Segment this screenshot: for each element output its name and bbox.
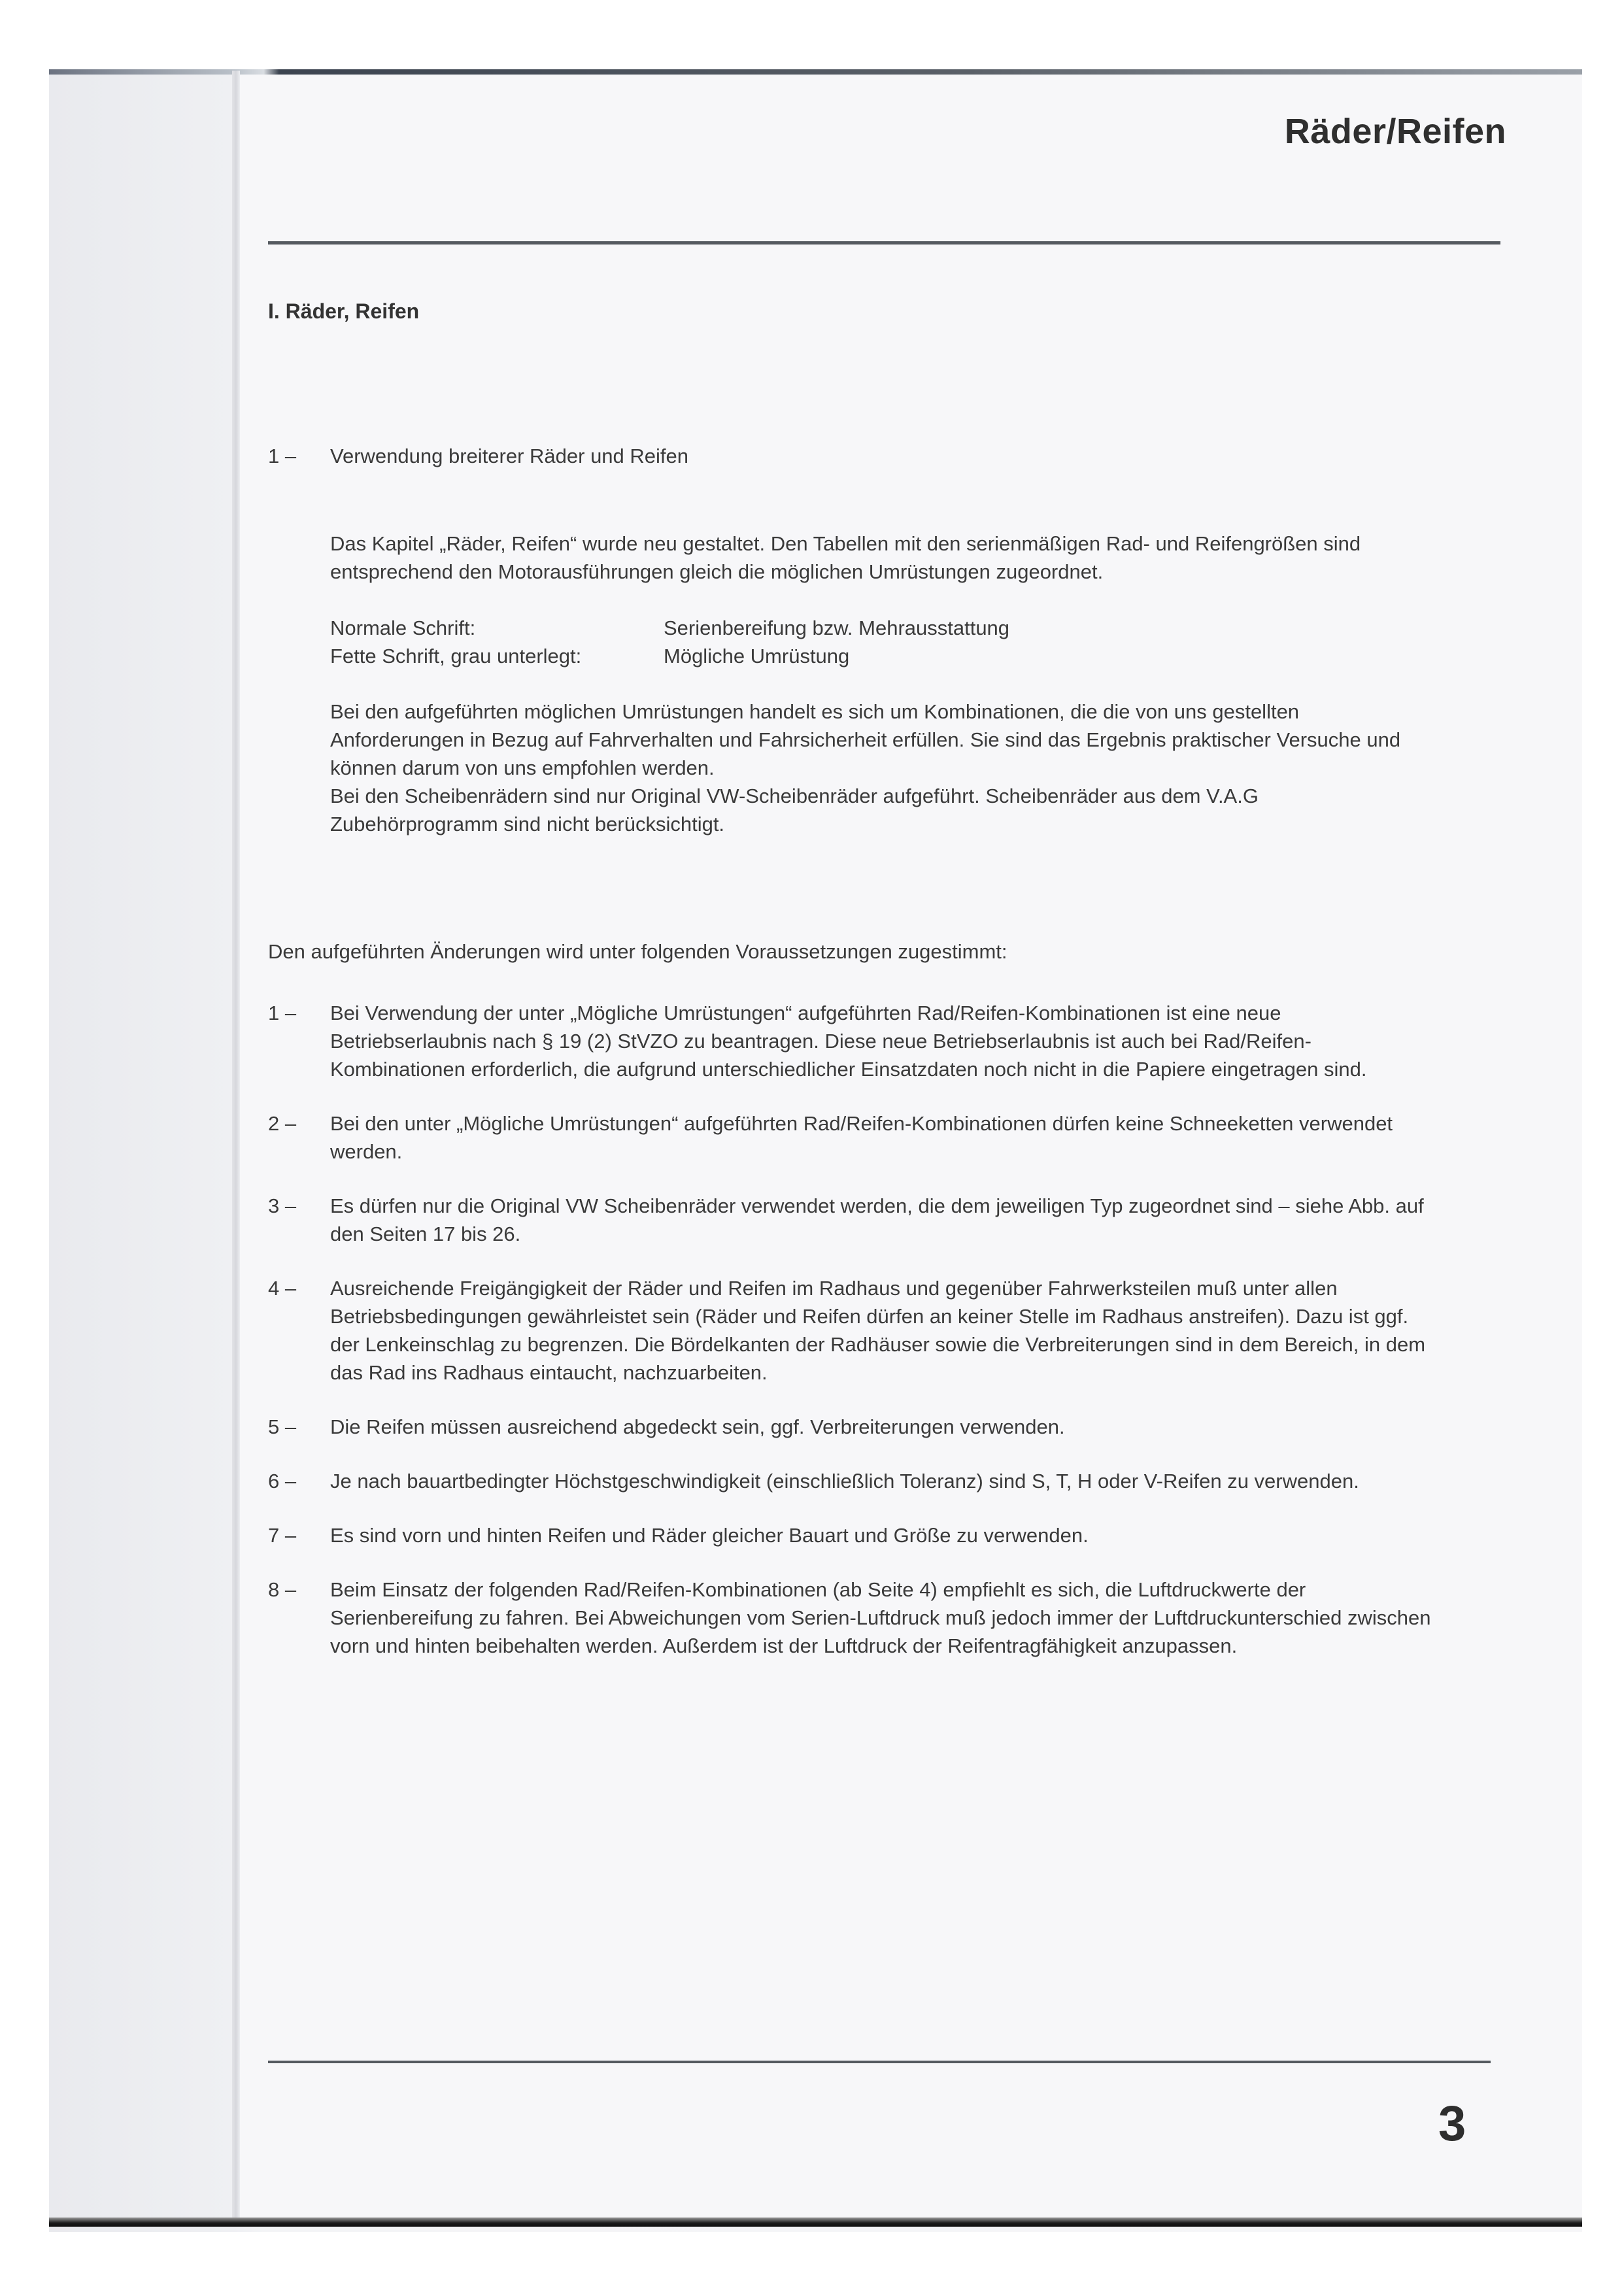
page-top-edge [49,69,1582,75]
legend-value-normal: Serienbereifung bzw. Mehrausstattung [664,616,1010,639]
intro-paragraph-1: Das Kapitel „Räder, Reifen“ wurde neu gestaltet. Den Tabellen mit den serienmäßigen Rad- und Reifengrößen sind entsprechend den Motorausführungen gleich die möglichen Umrüstungen zugeordnet. [330,532,1361,583]
topic-number: 1 – [268,445,297,467]
binding-spine [232,71,240,2221]
list-item-number: 4 – [268,1277,297,1300]
list-item [268,1192,1432,1248]
legend-label-normal: Normale Schrift: [330,616,476,639]
intro-paragraph-2: Bei den aufgeführten möglichen Umrüstungen handelt es sich um Kombinationen, die die von uns gestellten Anforderungen in Bezug auf Fahrverhalten und Fahrsicherheit erfüllen. Sie sind das Ergebnis praktischer Versuche und können darum von uns empfohlen werden. [330,700,1401,779]
topic-heading [268,445,688,468]
list-item-number: 7 – [268,1524,297,1547]
list-item [268,1521,1432,1549]
list-item-text: Bei Verwendung der unter „Mögliche Umrüstungen“ aufgeführten Rad/Reifen-Kombinationen ist eine neue Betriebserlaubnis nach § 19 (2) StVZO zu beantragen. Diese neue Betriebserlaubnis ist auch bei Rad/Reifen-Kombinationen erforderlich, die aufgrund unterschiedlicher Einsatzdaten noch nicht in die Papiere eingetragen sind. [330,1002,1367,1081]
topic-title: Verwendung breiterer Räder und Reifen [330,445,689,467]
footer-rule [268,2061,1491,2063]
list-item-number: 1 – [268,1002,297,1024]
list-item [268,1467,1432,1495]
intro-paragraph-3: Bei den Scheibenrädern sind nur Original VW-Scheibenräder aufgeführt. Scheibenräder aus dem V.A.G Zubehörprogramm sind nicht berücksichtigt. [330,784,1259,835]
header-rule [268,241,1500,245]
list-item-number: 6 – [268,1470,297,1493]
list-item [268,1413,1432,1441]
conditions-list [268,999,1432,1686]
list-item-text: Die Reifen müssen ausreichend abgedeckt sein, ggf. Verbreiterungen verwenden. [330,1415,1065,1438]
list-item [268,1274,1432,1387]
font-legend [330,614,1429,670]
list-item-number: 3 – [268,1194,297,1217]
list-item-number: 5 – [268,1415,297,1438]
list-item-text: Bei den unter „Mögliche Umrüstungen“ aufgeführten Rad/Reifen-Kombinationen dürfen keine Schneeketten verwendet werden. [330,1112,1393,1163]
list-item-text: Ausreichende Freigängigkeit der Räder und Reifen im Radhaus und gegenüber Fahrwerksteilen muß unter allen Betriebsbedingungen gewährleistet sein (Räder und Reifen dürfen an keiner Stelle im Radhaus anstreifen). Dazu ist ggf. der Lenkeinschlag zu begrenzen. Die Bördelkanten der Radhäuser sowie die Verbreiterungen sind in dem Bereich, in dem das Rad ins Radhaus eintaucht, nachzuarbeiten. [330,1277,1426,1384]
section [268,297,1497,326]
list-item [268,1109,1432,1166]
list-item [268,1576,1432,1660]
legend-value-bold: Mögliche Umrüstung [664,645,850,667]
list-item-text: Es sind vorn und hinten Reifen und Räder gleicher Bauart und Größe zu verwenden. [330,1524,1089,1547]
list-item-text: Es dürfen nur die Original VW Scheibenräder verwendet werden, die dem jeweiligen Typ zugeordnet sind – siehe Abb. auf den Seiten 17 bis 26. [330,1194,1424,1245]
page-bottom-edge [49,2218,1582,2227]
list-item-text: Je nach bauartbedingter Höchstgeschwindigkeit (einschließlich Toleranz) sind S, T, H oder V-Reifen zu verwenden. [330,1470,1359,1493]
list-item-number: 2 – [268,1112,297,1135]
conditions-title: Den aufgeführten Änderungen wird unter folgenden Voraussetzungen zugestimmt: [268,940,1007,963]
list-item [268,999,1432,1083]
legend-label-bold: Fette Schrift, grau unterlegt: [330,645,582,667]
list-item-number: 8 – [268,1578,297,1601]
page-header-title: Räder/Reifen [1284,112,1506,151]
intro-block [330,530,1429,838]
page-number: 3 [1438,2096,1466,2151]
section-heading: I. Räder, Reifen [268,299,420,323]
list-item-text: Beim Einsatz der folgenden Rad/Reifen-Kombinationen (ab Seite 4) empfiehlt es sich, die Luftdruckwerte der Serienbereifung zu fahren. Bei Abweichungen vom Serien-Luftdruck muß jedoch immer der Luftdruckunterschied zwischen vorn und hinten beibehalten werden. Außerdem ist der Luftdruck der Reifentragfähigkeit anzupassen. [330,1578,1431,1657]
